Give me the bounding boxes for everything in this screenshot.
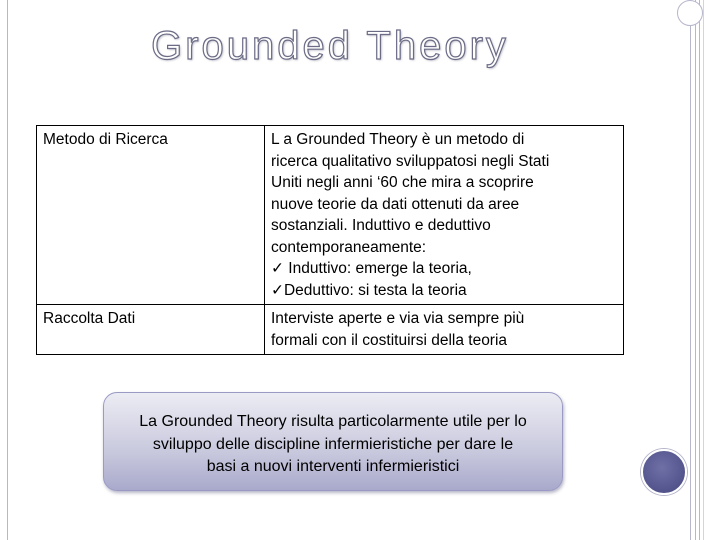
description-line: Interviste aperte e via via sempre più (271, 310, 525, 327)
callout-line: La Grounded Theory risulta particolarmente utile per lo (139, 413, 527, 430)
right-frame-line (699, 0, 700, 540)
description-line: nuove teorie da dati ottenuti da aree (271, 195, 520, 213)
checklist-item-deduttivo: ✓Deduttivo: si testa la teoria (271, 281, 467, 299)
table-row (37, 305, 624, 355)
description-line: ricerca qualitativo sviluppatosi negli Stati (271, 152, 550, 170)
description-line: L a Grounded Theory è un metodo di (271, 131, 525, 148)
row-label: Raccolta Dati (37, 305, 265, 355)
checklist-item-induttivo: ✓ Induttivo: emerge la teoria, (271, 260, 472, 277)
table-row (37, 126, 624, 305)
slide-title: Grounded Theory (151, 24, 509, 68)
left-frame-line (7, 0, 8, 540)
right-frame-line (695, 0, 696, 540)
description-line: sostanziali. Induttivo e deduttivo (271, 217, 491, 234)
row-label: Metodo di Ricerca (37, 126, 265, 305)
description-line: Uniti negli anni ‘60 che mira a scoprire (271, 174, 534, 191)
callout-line: sviluppo delle discipline infermieristiche per dare le (152, 435, 514, 453)
description-line: formali con il costituirsi della teoria (271, 331, 508, 349)
right-frame-line (703, 0, 704, 540)
summary-callout-box (103, 392, 563, 491)
callout-line: basi a nuovi interventi infermieristici (206, 458, 460, 475)
decorative-circle-top (677, 0, 703, 26)
content-table (36, 125, 624, 355)
row-description (265, 126, 624, 305)
row-description (265, 305, 624, 355)
right-frame-line (690, 0, 691, 540)
description-line: contemporaneamente: (271, 238, 427, 256)
decorative-circle-bottom (641, 449, 687, 495)
